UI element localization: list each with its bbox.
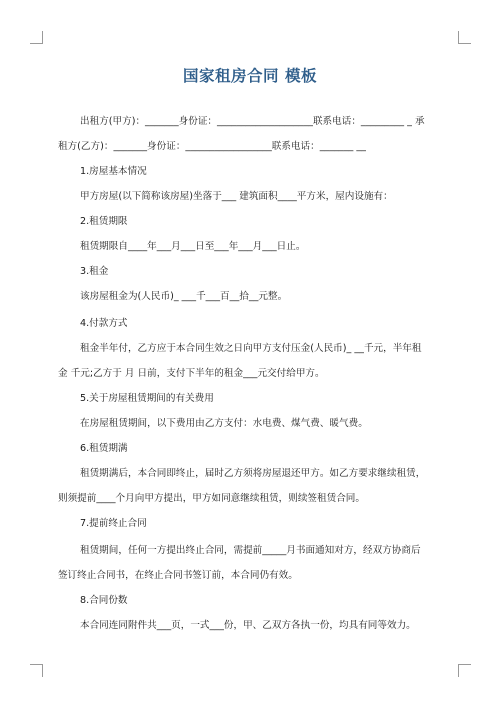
paragraph-line: 签订终止合同书，在终止合同书签订前，本合同仍有效。 <box>58 570 298 581</box>
margin-corner-mark <box>30 31 43 44</box>
section-heading: 5.关于房屋租赁期间的有关费用 <box>80 393 214 404</box>
section-heading: 7.提前终止合同 <box>80 518 147 529</box>
paragraph-line: 租赁期间，任何一方提出终止合同，需提前_____月书面通知对方，经双方协商后 <box>80 545 421 556</box>
paragraph-line: 该房屋租金为(人民币)_ ___千___百__拾__元整。 <box>80 291 288 302</box>
paragraph-line: 在房屋租赁期间，以下费用由乙方支付：水电费、煤气费、暖气费。 <box>80 418 368 429</box>
document-title: 国家租房合同 模板 <box>183 67 317 85</box>
margin-corner-mark <box>458 664 471 677</box>
party-b-line: 租方(乙方)：_______身份证：__________________联系电话：_______ __ <box>58 141 366 152</box>
margin-corner-mark <box>458 31 471 44</box>
paragraph-line: 甲方房屋(以下简称该房屋)坐落于___ 建筑面积____平方米，屋内设施有： <box>80 191 393 202</box>
paragraph-line: 本合同连同附件共___页，一式___份，甲、乙双方各执一份，均具有同等效力。 <box>80 620 416 631</box>
paragraph-line: 租赁期满后，本合同即终止，届时乙方须将房屋退还甲方。如乙方要求继续租赁， <box>80 468 426 479</box>
section-heading: 2.租赁期限 <box>80 216 128 227</box>
section-heading: 1.房屋基本情况 <box>80 166 147 177</box>
paragraph-line: 租金半年付，乙方应于本合同生效之日向甲方支付压金(人民币)_ __千元，半年租 <box>80 343 422 354</box>
section-heading: 6.租赁期满 <box>80 443 128 454</box>
party-a-line: 出租方(甲方)：_______身份证：____________________联系电话：_________ _ 承 <box>80 116 425 127</box>
section-heading: 8.合同份数 <box>80 595 128 606</box>
paragraph-line: 则须提前____个月向甲方提出，甲方如同意继续租赁，则续签租赁合同。 <box>58 493 365 504</box>
paragraph-line: 租赁期限自____年___月___日至___年___月___日止。 <box>80 241 306 252</box>
paragraph-line: 金 千元;乙方于 月 日前，支付下半年的租金___元交付给甲方。 <box>58 368 325 379</box>
section-heading: 3.租金 <box>80 266 109 277</box>
section-heading: 4.付款方式 <box>80 318 128 329</box>
margin-corner-mark <box>30 664 43 677</box>
